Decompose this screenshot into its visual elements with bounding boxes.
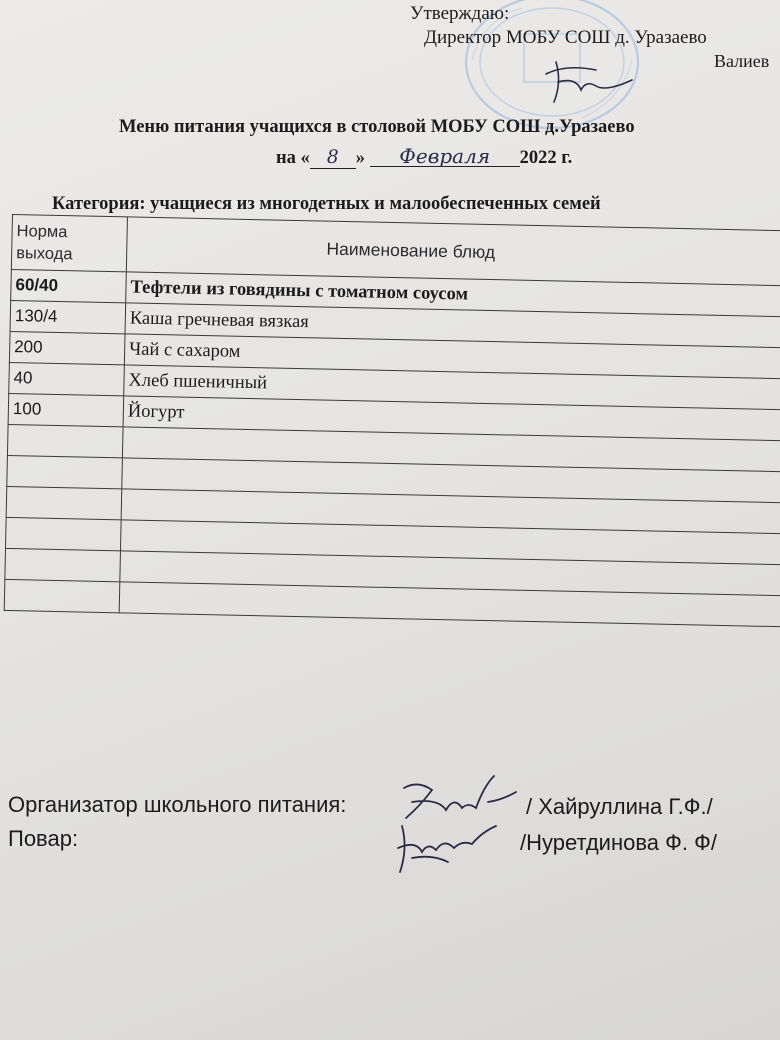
organizer-name: / Хайруллина Г.Ф./ xyxy=(526,794,713,819)
menu-title: Меню питания учащихся в столовой МОБУ СОШ д.Уразаево xyxy=(119,117,635,137)
row-norma: 40 xyxy=(9,362,125,395)
row-name: Чай с сахаром xyxy=(124,334,780,379)
row-norma xyxy=(6,486,122,519)
date-prefix: на « xyxy=(276,148,310,168)
header-name: Наименование блюд xyxy=(126,217,780,286)
row-name: Йогурт xyxy=(123,396,780,441)
organizer-label: Организатор школьного питания: xyxy=(8,792,347,817)
date-day: 8 xyxy=(310,149,356,169)
date-line xyxy=(276,146,572,169)
cook-name: /Нуретдинова Ф. Ф/ xyxy=(520,830,717,855)
director-signature xyxy=(536,52,636,112)
row-norma xyxy=(7,424,123,457)
date-mid: » xyxy=(355,148,366,168)
approval-label: Утверждаю: xyxy=(410,3,510,24)
row-norma xyxy=(5,517,121,550)
date-month: Февраля xyxy=(370,146,520,167)
row-name: Тефтели из говядины с томатном соусом xyxy=(126,272,780,317)
category-line: Категория: учащиеся из многодетных и малообеспеченных семей xyxy=(52,194,601,214)
row-norma xyxy=(4,579,120,612)
row-norma: 60/40 xyxy=(11,269,127,302)
row-name: Хлеб пшеничный xyxy=(124,365,780,410)
row-norma: 130/4 xyxy=(10,300,126,333)
row-norma xyxy=(7,455,123,488)
date-year: 2022 г. xyxy=(519,148,573,168)
director-line: Директор МОБУ СОШ д. Уразаево xyxy=(424,27,707,48)
cook-signature xyxy=(392,818,502,880)
menu-table xyxy=(4,214,780,628)
header-norma: Норма выхода xyxy=(11,215,127,272)
row-norma xyxy=(5,548,121,581)
row-norma: 100 xyxy=(8,393,124,426)
row-name: Каша гречневая вязкая xyxy=(125,303,780,348)
director-surname: Валиев xyxy=(714,51,770,71)
row-norma: 200 xyxy=(9,331,125,364)
cook-label: Повар: xyxy=(8,826,79,851)
